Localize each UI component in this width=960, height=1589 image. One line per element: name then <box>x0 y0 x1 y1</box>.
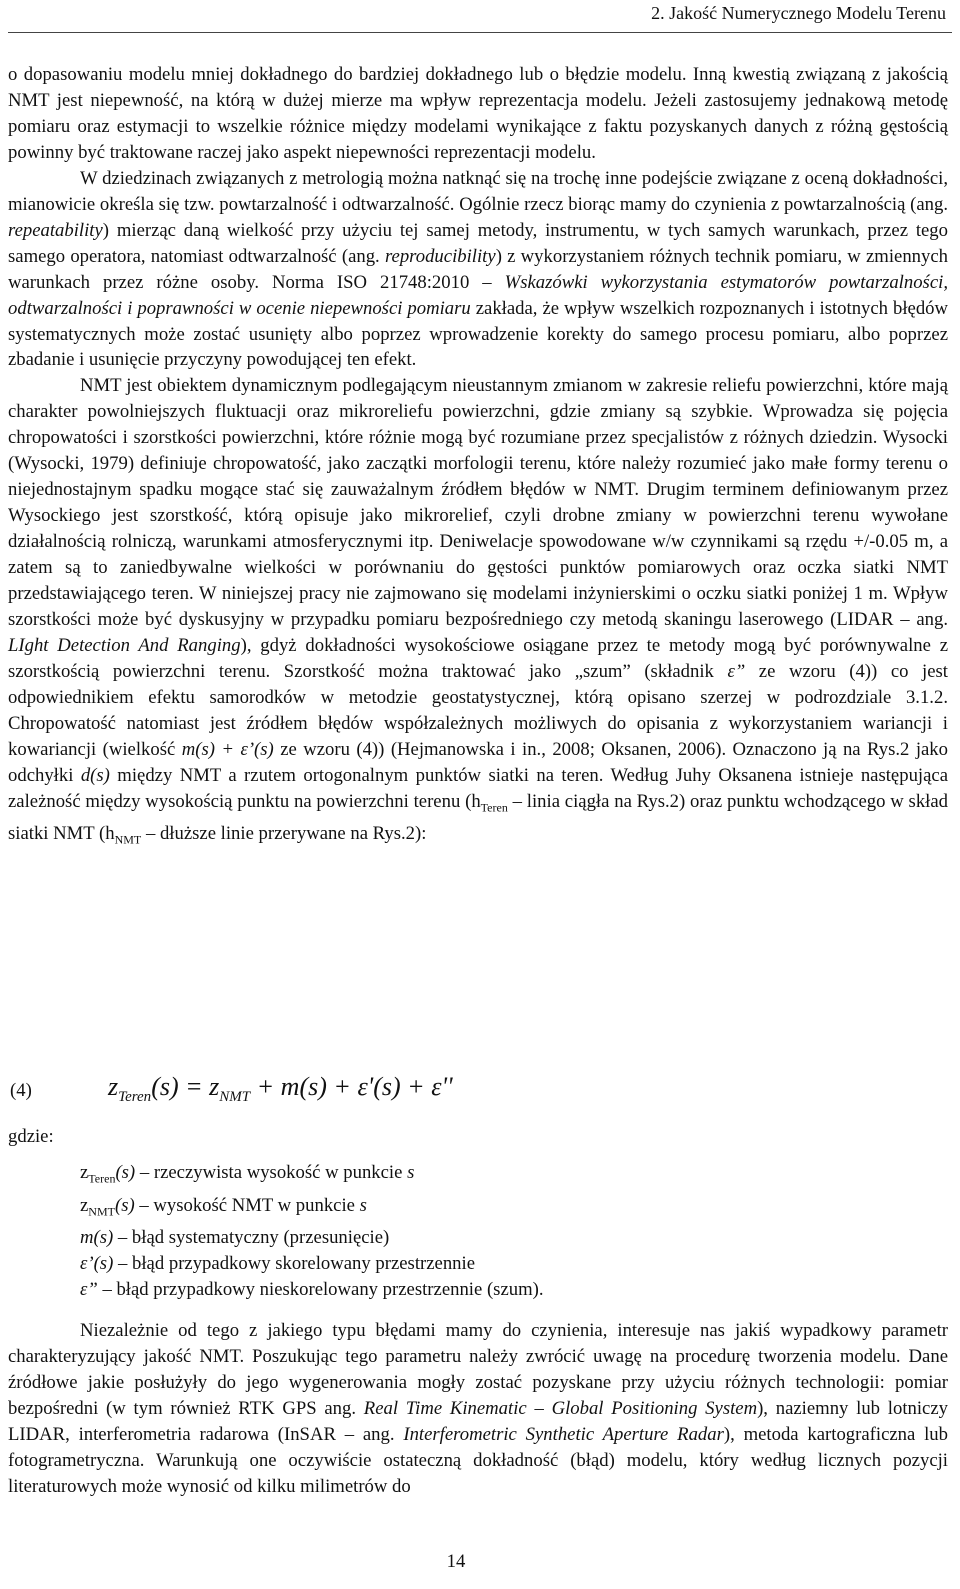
def-var: s <box>407 1162 415 1183</box>
term-lidar: LIght Detection And Ranging <box>8 634 241 656</box>
eq-sub-teren: Teren <box>118 1089 152 1106</box>
equation-4 <box>8 1072 708 1112</box>
p3-text-c: ), gdyż dokładności wysokościowe osiągane przez te metody mogą być porównywalne z szorstkością powierzchni terenu. Szorstkość można traktować jako „szum” (składnik <box>8 634 948 682</box>
paragraph-2 <box>8 166 948 374</box>
p3-text-k: – linia ciągła na Rys.2) oraz punktu wchodzącego w skład siatki NMT (h <box>8 790 948 845</box>
p2-text-e: ) z wykorzystaniem różnych technik pomiaru, w zmiennych warunkach przez różne osoby. Norma ISO 21748:2010 – <box>8 245 948 293</box>
eq-z: z <box>108 1072 119 1101</box>
text-block-lower <box>8 1318 948 1500</box>
sub-teren: Teren <box>480 800 508 815</box>
paragraph-4 <box>8 1318 948 1500</box>
sub-nmt: NMT <box>114 833 142 848</box>
p3-text-g: ze wzoru (4)) (Hejmanowska i in., 2008; Oksanen, 2006). Oznaczono ją na Rys.2 jako odchyłki <box>8 738 948 786</box>
def-symbol: m(s) <box>80 1227 114 1249</box>
p2-text-c: ) mierząc daną wielkość przy użyciu tej samej metody, instrumentu, w tych samych warunkach, przez tego samego operatora, natomiast odtwarzalność (ang. <box>8 219 948 267</box>
def-symbol: ε” <box>80 1279 98 1301</box>
def-subscript: NMT <box>88 1204 115 1219</box>
running-header: 2. Jakość Numerycznego Modelu Terenu <box>651 3 946 23</box>
paragraph-1-text: o dopasowaniu modelu mniej dokładnego do bardziej dokładnego lub o błędzie modelu. Inną kwestią związaną z jakością NMT jest niepewność, na którą w dużej mierze ma wpływ reprezentacja modelu. Jeżeli zastosujemy jednakową metodę pomiaru oraz estymacji to wszelkie różnice między modelami wynikające z faktu pozyskanych danych z różną gęstością powinny być traktowane raczej jako aspekt niepewności reprezentacji modelu. <box>8 64 948 163</box>
definition-item <box>80 1160 544 1193</box>
equation-formula <box>108 1072 453 1106</box>
def-desc: – błąd systematyczny (przesunięcie) <box>113 1227 390 1249</box>
page-number: 14 <box>446 1551 466 1572</box>
definition-item <box>80 1277 544 1303</box>
def-symbol: z <box>80 1194 89 1216</box>
definitions-list <box>80 1160 544 1303</box>
p3-text-e: ze wzoru (4)) co jest odpowiednikiem efektu samorodków w metodzie geostatystycznej, którą opisano szerzej w podrozdziale 3.1.2. Chropowatość natomiast jest źródłem błędów współzależnych możliwych do opisania z wykorzystaniem wariancji i kowariancji (wielkość <box>8 660 948 760</box>
term-insar: Interferometric Synthetic Aperture Radar <box>403 1423 724 1445</box>
definition-item <box>80 1193 544 1226</box>
symbol-m-eps: m(s) + ε’(s) <box>181 738 274 760</box>
eq-sub-nmt: NMT <box>219 1089 251 1106</box>
p4-text-e: ), metoda kartograficzna lub fotogrametryczna. Warunkują one oczywiście ostateczną dokładność (błąd) modelu, który według licznych pozycji literaturowych może wynosić od kilku milimetrów do <box>8 1423 948 1497</box>
p3-text-m: – dłuższe linie przerywane na Rys.2): <box>141 823 427 845</box>
term-rtk-gps: Real Time Kinematic – Global Positioning System <box>363 1397 758 1419</box>
definition-item <box>80 1225 544 1251</box>
symbol-epsilon-double: ε” <box>727 660 746 682</box>
symbol-d-s: d(s) <box>80 764 110 786</box>
def-desc: – błąd przypadkowy skorelowany przestrzennie <box>113 1253 475 1275</box>
p2-text-g: zakłada, że wpływ wszelkich rozpoznanych i istotnych błędów systematycznych może zostać usunięty albo poprzez wprowadzenie korekty do samego procesu pomiaru, albo poprzez zbadanie i usunięcie przyczyny powodującej ten efekt. <box>8 297 949 371</box>
eq-rhs: + m(s) + ε'(s) + ε'' <box>250 1072 453 1101</box>
paragraph-3 <box>8 373 948 854</box>
text-block-upper <box>8 62 948 854</box>
term-reproducibility: reproducibility <box>384 245 496 267</box>
def-symbol: ε’(s) <box>80 1253 114 1275</box>
def-symbol: z <box>80 1162 89 1183</box>
p3-text-a: NMT jest obiektem dynamicznym podlegającym nieustannym zmianom w zakresie reliefu powierzchni, które mają charakter powolniejszych fluktuacji oraz mikroreliefu powierzchni, gdzie zmiany są szybkie. Wprowadza się pojęcia chropowatości i szorstkości powierzchni, które różnie mogą być rozumiane przez specjalistów z różnych dziedzin. Wysocki (Wysocki, 1979) definiuje chropowatość, jako zaczątki morfologii terenu, które należy rozumieć jako małe formy terenu o niejednostajnym spadku mogące stać się zauważalnym źródłem błędów w NMT. Drugim terminem definiowanym przez Wysockiego jest szorstkość, którą opisuje jako mikrorelief, czyli drobne zmiany w powierzchni terenu wywołane działalnością rolniczą, warunkami atmosferycznymi itp. Deniwelacje spowodowane w/w czynnikami są rzędu +/-0.05 m, a zatem są to zaniedbywalne wielkości w porównaniu do gęstości punktów pomiarowych oraz oczka siatki NMT przedstawiającego teren. W niniejszej pracy nie zajmowano się modelami inżynierskimi o oczku siatki poniżej 1 m. Wpływ szorstkości może być dyskusyjny w przypadku pomiaru bezpośredniego czy metodą skaningu laserowego (LIDAR – ang. <box>8 375 948 631</box>
equation-number: (4) <box>10 1080 32 1101</box>
eq-lhs: (s) = z <box>151 1072 220 1101</box>
def-desc: – wysokość NMT w punkcie <box>134 1194 360 1216</box>
p4-text-a: Niezależnie od tego z jakiego typu błędami mamy do czynienia, interesuje nas jakiś wypadkowy parametr charakteryzujący jakość NMT. Poszukując tego parametru należy zwrócić uwagę na procedurę tworzenia modelu. Dane źródłowe jakie posłużyły do jego wygenerowania mogły zostać pozyskane przy użyciu różnych technologii: pomiar bezpośredni (w tym również RTK GPS ang. <box>8 1320 948 1419</box>
p4-text-c: ), naziemny lub lotniczy LIDAR, interferometria radarowa (InSAR – ang. <box>8 1397 948 1445</box>
def-subscript: Teren <box>88 1171 116 1186</box>
p2-text-a: W dziedzinach związanych z metrologią można natknąć się na trochę inne podejście związane z oceną dokładności, mianowicie określa się tzw. powtarzalność i odtwarzalność. Ogólnie rzecz biorąc mamy do czynienia z powtarzalnością (ang. <box>8 167 948 215</box>
def-desc: – błąd przypadkowy nieskorelowany przestrzennie (szum). <box>97 1279 544 1301</box>
definition-item <box>80 1251 544 1277</box>
iso-title: Wskazówki wykorzystania estymatorów powtarzalności, odtwarzalności i poprawności w ocenie niepewności pomiaru <box>8 271 948 319</box>
p3-text-i: między NMT a rzutem ortogonalnym punktów siatki na teren. Według Juhy Oksanena istnieje następująca zależność między wysokością punktu na powierzchni terenu (h <box>8 764 948 812</box>
def-var: s <box>359 1194 367 1216</box>
def-desc: – rzeczywista wysokość w punkcie <box>135 1162 408 1183</box>
header-rule <box>8 32 952 33</box>
def-arg: (s) <box>114 1194 135 1216</box>
where-label: gdzie: <box>8 1126 54 1147</box>
def-arg: (s) <box>115 1162 136 1183</box>
term-repeatability: repeatability <box>8 219 103 241</box>
paragraph-1 <box>8 62 948 166</box>
